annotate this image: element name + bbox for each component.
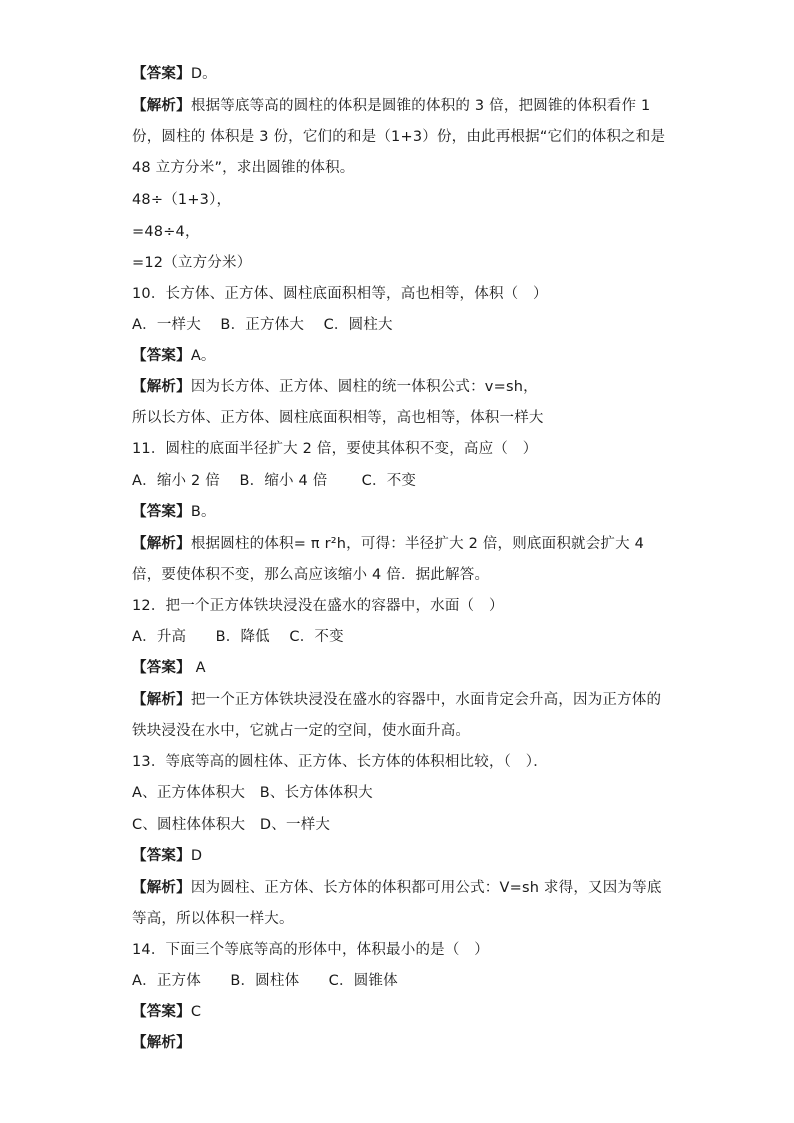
question-line (132, 752, 672, 772)
analysis-paragraph (132, 91, 672, 184)
options-text: C、圆柱体体积大 D、一样大 (132, 817, 331, 833)
answer-text: A (190, 660, 206, 676)
answer-label: 【答案】 (132, 660, 191, 676)
answer-label: 【答案】 (132, 66, 191, 82)
analysis-text: 根据等底等高的圆柱的体积是圆锥的体积的 3 倍，把圆锥的体积看作 1 份，圆柱的 体积是 3 份，它们的和是（1+3）份，由此再根据“它们的体积之和是 48 立方分米”，求出圆锥的体积。 (132, 98, 666, 176)
options-text: A．正方体 B．圆柱体 C．圆锥体 (132, 973, 398, 989)
answer-line (132, 64, 672, 84)
analysis-label: 【解析】 (132, 379, 191, 395)
answer-text: D (190, 848, 203, 864)
question-text: 13．等底等高的圆柱体、正方体、长方体的体积相比较，（ ）． (132, 754, 548, 770)
analysis-text: 所以长方体、正方体、圆柱底面积相等，高也相等，体积一样大 (132, 410, 544, 426)
question-line (132, 284, 672, 304)
analysis-text: 因为长方体、正方体、圆柱的统一体积公式：v=sh， (190, 379, 538, 395)
analysis-label: 【解析】 (132, 98, 191, 114)
question-line (132, 596, 672, 616)
answer-line (132, 658, 672, 678)
options-text: A．一样大 B．正方体大 C．圆柱大 (132, 317, 393, 333)
question-text: 11．圆柱的底面半径扩大 2 倍，要使其体积不变，高应（ ） (132, 441, 538, 457)
answer-line (132, 346, 672, 366)
answer-label: 【答案】 (132, 848, 191, 864)
calc-text: =48÷4， (132, 224, 200, 240)
calc-line (132, 222, 672, 242)
answer-line (132, 846, 672, 866)
analysis-text: 根据圆柱的体积= π r²h，可得：半径扩大 2 倍，则底面积就会扩大 4 倍，要使体积不变，那么高应该缩小 4 倍．据此解答。 (132, 536, 645, 583)
analysis-label: 【解析】 (132, 880, 191, 896)
options-line (132, 471, 672, 491)
options-text: A、正方体体积大 B、长方体体积大 (132, 785, 373, 801)
options-line (132, 627, 672, 647)
calc-text: =12（立方分米） (132, 255, 252, 271)
analysis-label: 【解析】 (132, 1035, 191, 1051)
analysis-line (132, 377, 672, 397)
options-line (132, 315, 672, 335)
calc-line (132, 253, 672, 273)
options-line (132, 971, 672, 991)
analysis-paragraph (132, 685, 672, 747)
answer-line (132, 502, 672, 522)
answer-line (132, 1002, 672, 1022)
analysis-label: 【解析】 (132, 536, 191, 552)
analysis-text: 把一个正方体铁块浸没在盛水的容器中，水面肯定会升高，因为正方体的铁块浸没在水中，它就占一定的空间，使水面升高。 (132, 692, 662, 739)
analysis-line (132, 1033, 672, 1053)
calc-text: 48÷（1+3）， (132, 192, 232, 208)
answer-text: D。 (190, 66, 217, 82)
options-text: A．升高 B．降低 C．不变 (132, 629, 344, 645)
analysis-continuation (132, 408, 672, 428)
analysis-label: 【解析】 (132, 692, 191, 708)
answer-text: A。 (190, 348, 216, 364)
answer-label: 【答案】 (132, 504, 191, 520)
question-text: 10．长方体、正方体、圆柱底面积相等，高也相等，体积（ ） (132, 286, 548, 302)
options-text: A．缩小 2 倍 B．缩小 4 倍 C．不变 (132, 473, 417, 489)
answer-label: 【答案】 (132, 1004, 191, 1020)
analysis-paragraph (132, 873, 672, 935)
answer-text: C (190, 1004, 202, 1020)
question-text: 14．下面三个等底等高的形体中，体积最小的是（ ） (132, 942, 489, 958)
question-line (132, 940, 672, 960)
answer-text: B。 (190, 504, 216, 520)
answer-label: 【答案】 (132, 348, 191, 364)
options-line (132, 815, 672, 835)
analysis-paragraph (132, 529, 672, 591)
calc-line (132, 190, 672, 210)
question-line (132, 439, 672, 459)
analysis-text: 因为圆柱、正方体、长方体的体积都可用公式：V=sh 求得，又因为等底等高，所以体积一样大。 (132, 880, 662, 927)
options-line (132, 783, 672, 803)
question-text: 12．把一个正方体铁块浸没在盛水的容器中，水面（ ） (132, 598, 504, 614)
